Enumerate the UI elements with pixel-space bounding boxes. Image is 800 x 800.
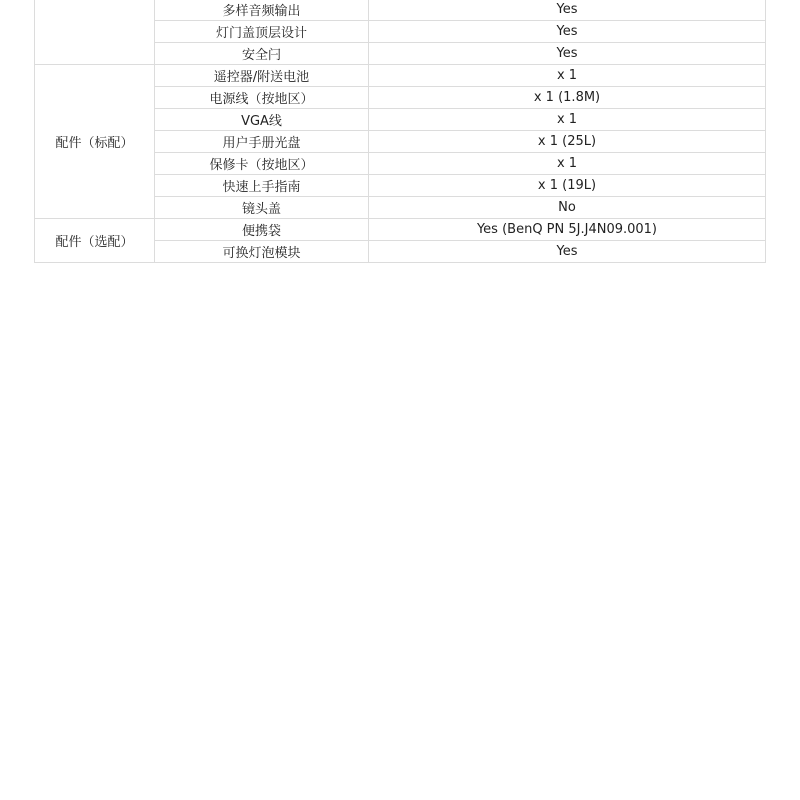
category-cell: 配件（选配） xyxy=(35,219,155,263)
value-cell: x 1 xyxy=(369,65,766,87)
value-cell: Yes (BenQ PN 5J.J4N09.001) xyxy=(369,219,766,241)
feature-cell: VGA线 xyxy=(155,109,369,131)
feature-cell: 保修卡（按地区） xyxy=(155,153,369,175)
feature-cell: 镜头盖 xyxy=(155,197,369,219)
feature-cell: 多样音频输出 xyxy=(155,0,369,21)
value-cell: Yes xyxy=(369,241,766,263)
feature-cell: 快速上手指南 xyxy=(155,175,369,197)
category-cell: 配件（标配） xyxy=(35,65,155,219)
value-cell: Yes xyxy=(369,43,766,65)
spec-table xyxy=(34,0,766,263)
value-cell: x 1 xyxy=(369,109,766,131)
feature-cell: 电源线（按地区） xyxy=(155,87,369,109)
value-cell: Yes xyxy=(369,21,766,43)
category-cell xyxy=(35,0,155,65)
value-cell: x 1 xyxy=(369,153,766,175)
feature-cell: 灯门盖顶层设计 xyxy=(155,21,369,43)
feature-cell: 安全闩 xyxy=(155,43,369,65)
value-cell: No xyxy=(369,197,766,219)
feature-cell: 用户手册光盘 xyxy=(155,131,369,153)
table-row xyxy=(35,65,766,87)
feature-cell: 可换灯泡模块 xyxy=(155,241,369,263)
feature-cell: 便携袋 xyxy=(155,219,369,241)
value-cell: x 1 (25L) xyxy=(369,131,766,153)
value-cell: x 1 (1.8M) xyxy=(369,87,766,109)
feature-cell: 遥控器/附送电池 xyxy=(155,65,369,87)
table-row xyxy=(35,0,766,21)
table-row xyxy=(35,219,766,241)
value-cell: Yes xyxy=(369,0,766,21)
value-cell: x 1 (19L) xyxy=(369,175,766,197)
